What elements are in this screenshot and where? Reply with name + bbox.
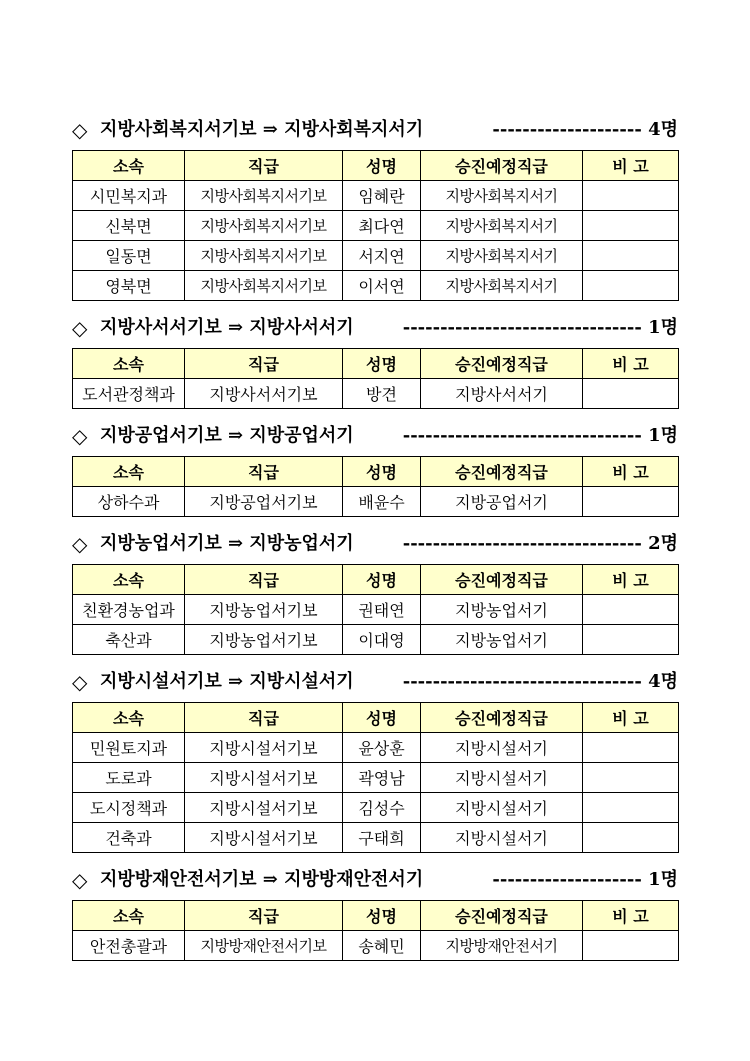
table-cell: 지방사회복지서기 (421, 181, 583, 211)
table-row (73, 271, 679, 301)
column-header: 승진예정직급 (421, 457, 583, 487)
diamond-icon: ◇ (72, 868, 88, 892)
promotion-section (72, 317, 678, 409)
table-cell (583, 931, 679, 961)
table-cell (583, 763, 679, 793)
section-heading (72, 119, 678, 141)
section-count (403, 533, 678, 555)
leader-dashes: -------------------------------- (402, 425, 642, 446)
table-cell: 지방시설서기 (421, 823, 583, 853)
table-cell: 신북면 (73, 211, 185, 241)
table-cell: 시민복지과 (73, 181, 185, 211)
section-count (492, 119, 678, 141)
table-row (73, 823, 679, 853)
promotion-table (72, 348, 679, 409)
diamond-icon: ◇ (72, 532, 88, 556)
table-cell: 일동면 (73, 241, 185, 271)
table-cell (583, 733, 679, 763)
table-row (73, 595, 679, 625)
column-header: 소속 (73, 901, 185, 931)
table-row (73, 733, 679, 763)
table-cell: 곽영남 (343, 763, 421, 793)
promotion-table (72, 456, 679, 517)
column-header: 비 고 (583, 349, 679, 379)
promotion-table (72, 150, 679, 301)
table-row (73, 379, 679, 409)
promotion-section (72, 533, 678, 655)
table-row (73, 181, 679, 211)
table-cell: 안전총괄과 (73, 931, 185, 961)
table-cell: 상하수과 (73, 487, 185, 517)
table-header-row (73, 151, 679, 181)
column-header: 승진예정직급 (421, 565, 583, 595)
table-cell (583, 241, 679, 271)
section-title: 지방시설서기보 ⇒ 지방시설서기 (100, 671, 354, 692)
leader-dashes: -------------------------------- (402, 533, 642, 554)
column-header: 비 고 (583, 151, 679, 181)
table-cell: 최다연 (343, 211, 421, 241)
table-cell: 임혜란 (343, 181, 421, 211)
section-title: 지방농업서기보 ⇒ 지방농업서기 (100, 533, 354, 554)
section-title: 지방방재안전서기보 ⇒ 지방방재안전서기 (100, 869, 424, 890)
table-cell: 지방사회복지서기 (421, 241, 583, 271)
promotion-section (72, 671, 678, 853)
table-header-row (73, 565, 679, 595)
table-row (73, 763, 679, 793)
count-value: 4명 (648, 671, 678, 692)
table-cell: 구태희 (343, 823, 421, 853)
table-cell: 권태연 (343, 595, 421, 625)
table-cell: 지방농업서기 (421, 595, 583, 625)
table-row (73, 241, 679, 271)
table-cell: 지방사회복지서기보 (185, 271, 343, 301)
column-header: 비 고 (583, 457, 679, 487)
table-cell: 영북면 (73, 271, 185, 301)
diamond-icon: ◇ (72, 118, 88, 142)
table-row (73, 625, 679, 655)
section-heading (72, 425, 678, 447)
table-cell: 도시정책과 (73, 793, 185, 823)
table-header-row (73, 349, 679, 379)
table-cell: 지방시설서기 (421, 733, 583, 763)
table-cell: 건축과 (73, 823, 185, 853)
column-header: 승진예정직급 (421, 151, 583, 181)
section-heading (72, 869, 678, 891)
count-value: 2명 (648, 533, 678, 554)
table-cell: 지방사회복지서기보 (185, 181, 343, 211)
table-cell: 이서연 (343, 271, 421, 301)
table-cell: 지방시설서기보 (185, 793, 343, 823)
table-cell (583, 823, 679, 853)
promotion-table (72, 702, 679, 853)
table-cell: 송혜민 (343, 931, 421, 961)
promotion-table (72, 564, 679, 655)
column-header: 승진예정직급 (421, 703, 583, 733)
table-cell: 지방사회복지서기 (421, 211, 583, 241)
table-cell: 지방시설서기보 (185, 733, 343, 763)
table-cell: 지방공업서기 (421, 487, 583, 517)
section-heading (72, 317, 678, 339)
column-header: 직급 (185, 457, 343, 487)
column-header: 비 고 (583, 565, 679, 595)
table-header-row (73, 901, 679, 931)
table-cell: 지방시설서기 (421, 793, 583, 823)
diamond-icon: ◇ (72, 316, 88, 340)
table-row (73, 793, 679, 823)
table-cell: 배윤수 (343, 487, 421, 517)
table-cell: 지방방재안전서기보 (185, 931, 343, 961)
column-header: 비 고 (583, 703, 679, 733)
table-cell (583, 487, 679, 517)
table-cell: 지방사회복지서기보 (185, 211, 343, 241)
count-value: 1명 (648, 425, 678, 446)
promotion-section (72, 425, 678, 517)
column-header: 직급 (185, 151, 343, 181)
count-value: 4명 (648, 119, 678, 140)
table-cell: 지방방재안전서기 (421, 931, 583, 961)
section-count (403, 671, 678, 693)
table-cell: 축산과 (73, 625, 185, 655)
section-count (403, 425, 678, 447)
column-header: 성명 (343, 565, 421, 595)
table-row (73, 487, 679, 517)
column-header: 소속 (73, 151, 185, 181)
promotion-section (72, 119, 678, 301)
column-header: 성명 (343, 349, 421, 379)
table-cell: 지방사서서기 (421, 379, 583, 409)
leader-dashes: -------------------- (492, 869, 642, 890)
table-cell: 지방시설서기보 (185, 763, 343, 793)
column-header: 소속 (73, 457, 185, 487)
table-cell (583, 379, 679, 409)
table-cell: 윤상훈 (343, 733, 421, 763)
table-cell: 지방공업서기보 (185, 487, 343, 517)
table-cell: 지방농업서기보 (185, 595, 343, 625)
table-cell: 도서관정책과 (73, 379, 185, 409)
table-cell: 지방사회복지서기보 (185, 241, 343, 271)
section-title: 지방사서서기보 ⇒ 지방사서서기 (100, 317, 354, 338)
count-value: 1명 (648, 869, 678, 890)
table-cell: 친환경농업과 (73, 595, 185, 625)
table-cell (583, 271, 679, 301)
leader-dashes: -------------------------------- (402, 671, 642, 692)
table-row (73, 931, 679, 961)
section-count (403, 317, 678, 339)
column-header: 성명 (343, 151, 421, 181)
section-heading (72, 533, 678, 555)
column-header: 승진예정직급 (421, 349, 583, 379)
column-header: 직급 (185, 703, 343, 733)
table-cell (583, 625, 679, 655)
section-heading (72, 671, 678, 693)
column-header: 소속 (73, 565, 185, 595)
table-cell: 방견 (343, 379, 421, 409)
column-header: 소속 (73, 703, 185, 733)
diamond-icon: ◇ (72, 670, 88, 694)
table-cell: 김성수 (343, 793, 421, 823)
table-header-row (73, 703, 679, 733)
diamond-icon: ◇ (72, 424, 88, 448)
column-header: 직급 (185, 565, 343, 595)
promotion-document (72, 119, 678, 977)
column-header: 직급 (185, 901, 343, 931)
table-cell: 이대영 (343, 625, 421, 655)
table-cell: 지방사서서기보 (185, 379, 343, 409)
leader-dashes: -------------------------------- (402, 317, 642, 338)
section-count (492, 869, 678, 891)
table-cell: 도로과 (73, 763, 185, 793)
table-cell: 지방시설서기보 (185, 823, 343, 853)
column-header: 성명 (343, 703, 421, 733)
table-cell: 지방시설서기 (421, 763, 583, 793)
column-header: 성명 (343, 901, 421, 931)
section-title: 지방공업서기보 ⇒ 지방공업서기 (100, 425, 354, 446)
column-header: 소속 (73, 349, 185, 379)
table-cell (583, 595, 679, 625)
table-cell (583, 211, 679, 241)
column-header: 성명 (343, 457, 421, 487)
promotion-section (72, 869, 678, 961)
column-header: 승진예정직급 (421, 901, 583, 931)
table-cell: 지방농업서기 (421, 625, 583, 655)
table-cell: 지방사회복지서기 (421, 271, 583, 301)
table-cell: 민원토지과 (73, 733, 185, 763)
table-row (73, 211, 679, 241)
count-value: 1명 (648, 317, 678, 338)
promotion-table (72, 900, 679, 961)
column-header: 직급 (185, 349, 343, 379)
column-header: 비 고 (583, 901, 679, 931)
table-cell (583, 181, 679, 211)
table-header-row (73, 457, 679, 487)
table-cell: 지방농업서기보 (185, 625, 343, 655)
section-title: 지방사회복지서기보 ⇒ 지방사회복지서기 (100, 119, 424, 140)
leader-dashes: -------------------- (492, 119, 642, 140)
table-cell: 서지연 (343, 241, 421, 271)
table-cell (583, 793, 679, 823)
